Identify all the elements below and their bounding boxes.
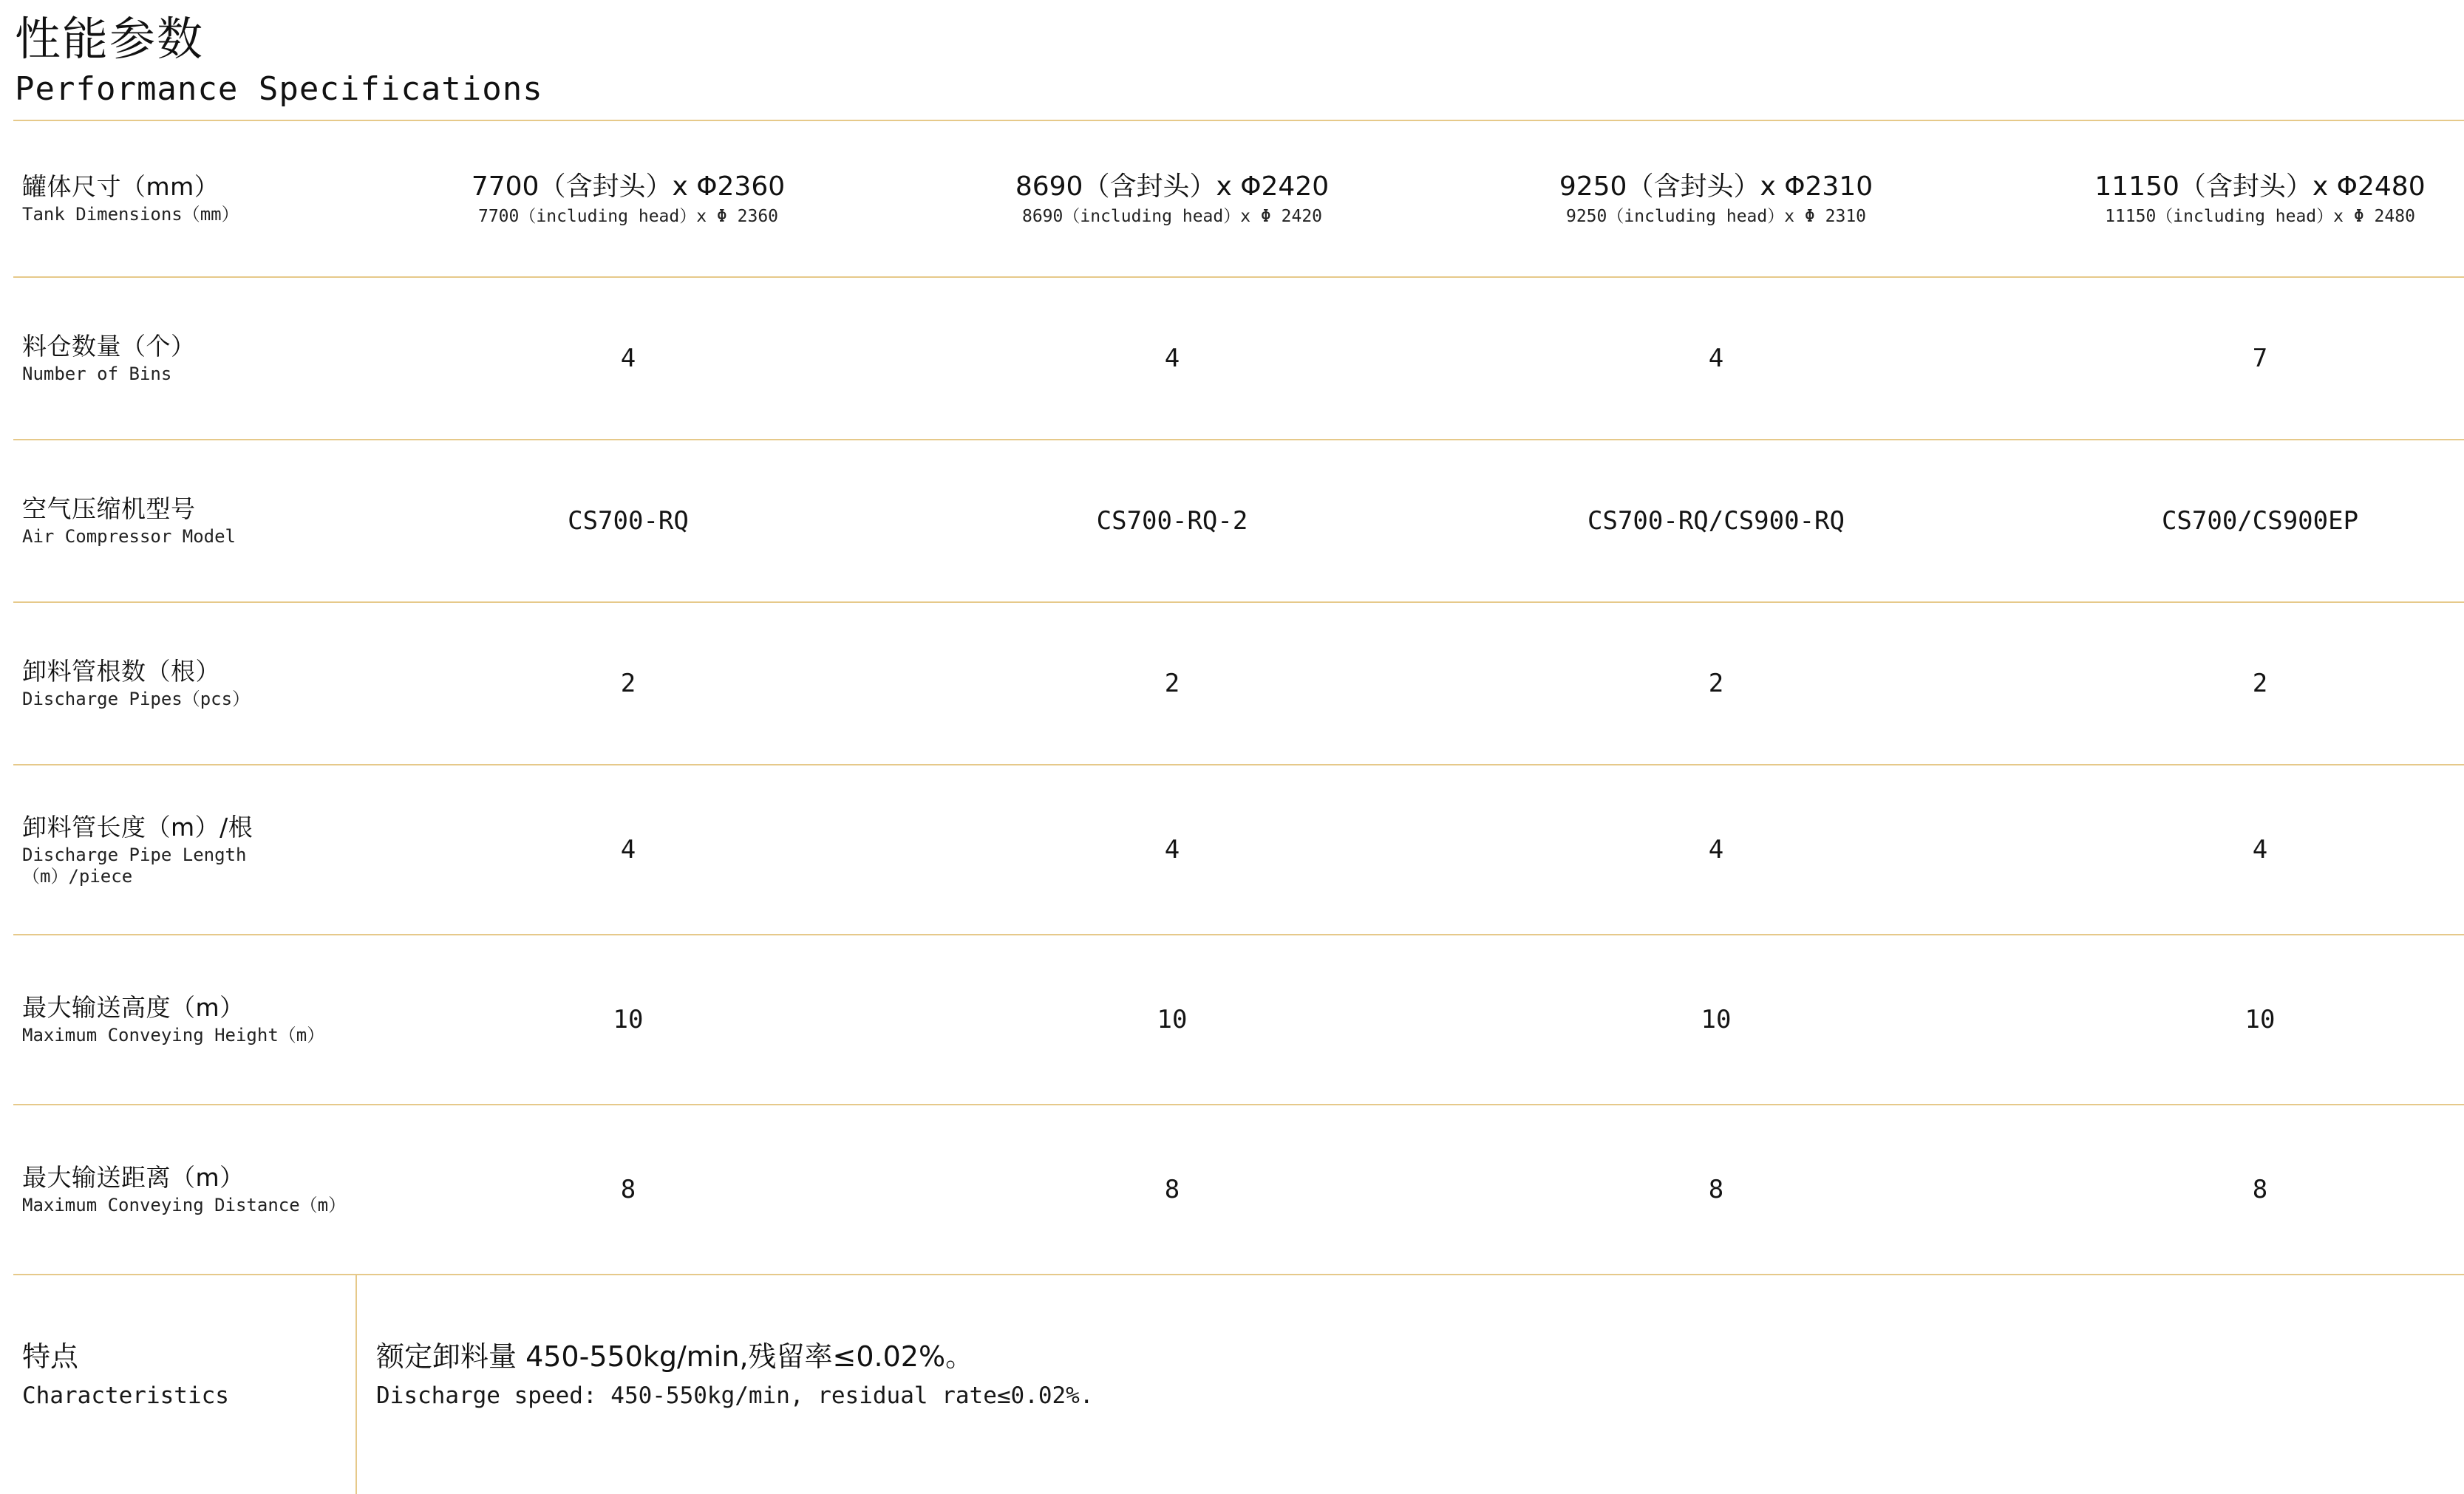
- cell-number-of-bins-3: 4: [1444, 277, 1988, 440]
- row-label-en: Discharge Pipe Length（m）/piece: [22, 844, 247, 887]
- row-label-en: Maximum Conveying Height（m）: [22, 1025, 325, 1046]
- row-label-air-compressor-model: [13, 440, 356, 602]
- spacer-label-cell: [13, 1275, 356, 1331]
- table-row: [13, 120, 2464, 277]
- cell-discharge-pipes-1: 2: [356, 602, 900, 765]
- row-label-characteristics: [13, 1331, 356, 1494]
- row-label-cn: 料仓数量（个）: [22, 331, 196, 361]
- cell-air-compressor-model-2: CS700-RQ-2: [900, 440, 1444, 602]
- cell-discharge-pipe-length-3: 4: [1444, 765, 1988, 935]
- cell-number-of-bins-4: 7: [1988, 277, 2464, 440]
- cell-number-of-bins-1: 4: [356, 277, 900, 440]
- table-row: [13, 935, 2464, 1105]
- cell-air-compressor-model-3: CS700-RQ/CS900-RQ: [1444, 440, 1988, 602]
- row-label-en: Air Compressor Model: [22, 526, 236, 548]
- row-label-maximum-conveying-distance: [13, 1105, 356, 1275]
- row-label-en: Discharge Pipes（pcs）: [22, 689, 251, 710]
- row-label-cn: 罐体尺寸（mm）: [22, 171, 219, 201]
- row-label-cn: 最大输送高度（m）: [22, 992, 245, 1022]
- row-label-en: Tank Dimensions（mm）: [22, 204, 239, 225]
- row-label-cn: 空气压缩机型号: [22, 494, 196, 523]
- row-label-maximum-conveying-height: [13, 935, 356, 1105]
- row-label-en: Characteristics: [22, 1382, 229, 1410]
- cell-discharge-pipe-length-4: 4: [1988, 765, 2464, 935]
- cell-maximum-conveying-distance-2: 8: [900, 1105, 1444, 1275]
- table-row: [13, 277, 2464, 440]
- cell-value-en: 9250（including head）x Φ 2310: [1565, 206, 1867, 226]
- cell-air-compressor-model-1: CS700-RQ: [356, 440, 900, 602]
- row-label-discharge-pipes: [13, 602, 356, 765]
- characteristics-text-cn: 额定卸料量 450-550kg/min,残留率≤0.02%。: [376, 1340, 974, 1373]
- row-label-cn: 卸料管长度（m）/根: [22, 812, 253, 842]
- cell-value-cn: 11150（含封头）x Φ2480: [2094, 171, 2426, 202]
- row-label-cn: 特点: [22, 1340, 79, 1373]
- cell-tank-dimensions-3: [1444, 120, 1988, 277]
- cell-maximum-conveying-height-2: 10: [900, 935, 1444, 1105]
- cell-maximum-conveying-distance-4: 8: [1988, 1105, 2464, 1275]
- row-label-number-of-bins: [13, 277, 356, 440]
- cell-discharge-pipe-length-1: 4: [356, 765, 900, 935]
- cell-value-cn: 8690（含封头）x Φ2420: [1015, 171, 1330, 202]
- table-row: [13, 602, 2464, 765]
- characteristics-text-en: Discharge speed: 450-550kg/min, residual rate≤0.02%.: [376, 1382, 1094, 1410]
- table-row: [13, 1105, 2464, 1275]
- row-label-discharge-pipe-length: [13, 765, 356, 935]
- table-row: [13, 440, 2464, 602]
- cell-discharge-pipe-length-2: 4: [900, 765, 1444, 935]
- cell-discharge-pipes-3: 2: [1444, 602, 1988, 765]
- cell-maximum-conveying-height-1: 10: [356, 935, 900, 1105]
- cell-value-cn: 9250（含封头）x Φ2310: [1559, 171, 1873, 202]
- cell-value-cn: 7700（含封头）x Φ2360: [471, 171, 786, 202]
- cell-discharge-pipes-2: 2: [900, 602, 1444, 765]
- row-label-cn: 卸料管根数（根）: [22, 656, 220, 686]
- row-label-en: Number of Bins: [22, 364, 172, 385]
- page-title-en: Performance Specifications: [15, 70, 543, 109]
- cell-discharge-pipes-4: 2: [1988, 602, 2464, 765]
- cell-value-en: 7700（including head）x Φ 2360: [477, 206, 779, 226]
- row-label-cn: 最大输送距离（m）: [22, 1162, 245, 1192]
- cell-air-compressor-model-4: CS700/CS900EP: [1988, 440, 2464, 602]
- cell-maximum-conveying-distance-1: 8: [356, 1105, 900, 1275]
- cell-maximum-conveying-height-4: 10: [1988, 935, 2464, 1105]
- cell-tank-dimensions-2: [900, 120, 1444, 277]
- cell-maximum-conveying-height-3: 10: [1444, 935, 1988, 1105]
- cell-number-of-bins-2: 4: [900, 277, 1444, 440]
- page-title-cn: 性能参数: [15, 12, 205, 66]
- cell-maximum-conveying-distance-3: 8: [1444, 1105, 1988, 1275]
- cell-value-en: 11150（including head）x Φ 2480: [2105, 206, 2415, 226]
- table-row: [13, 765, 2464, 935]
- cell-tank-dimensions-4: [1988, 120, 2464, 277]
- cell-characteristics-text: [356, 1331, 2464, 1494]
- table-row-characteristics: [13, 1331, 2464, 1494]
- spacer-value-cell: [356, 1275, 2464, 1331]
- specifications-table: [13, 120, 2464, 1494]
- table-row-spacer: [13, 1275, 2464, 1331]
- row-label-tank-dimensions: [13, 120, 356, 277]
- row-label-en: Maximum Conveying Distance（m）: [22, 1195, 347, 1216]
- cell-value-en: 8690（including head）x Φ 2420: [1021, 206, 1323, 226]
- cell-tank-dimensions-1: [356, 120, 900, 277]
